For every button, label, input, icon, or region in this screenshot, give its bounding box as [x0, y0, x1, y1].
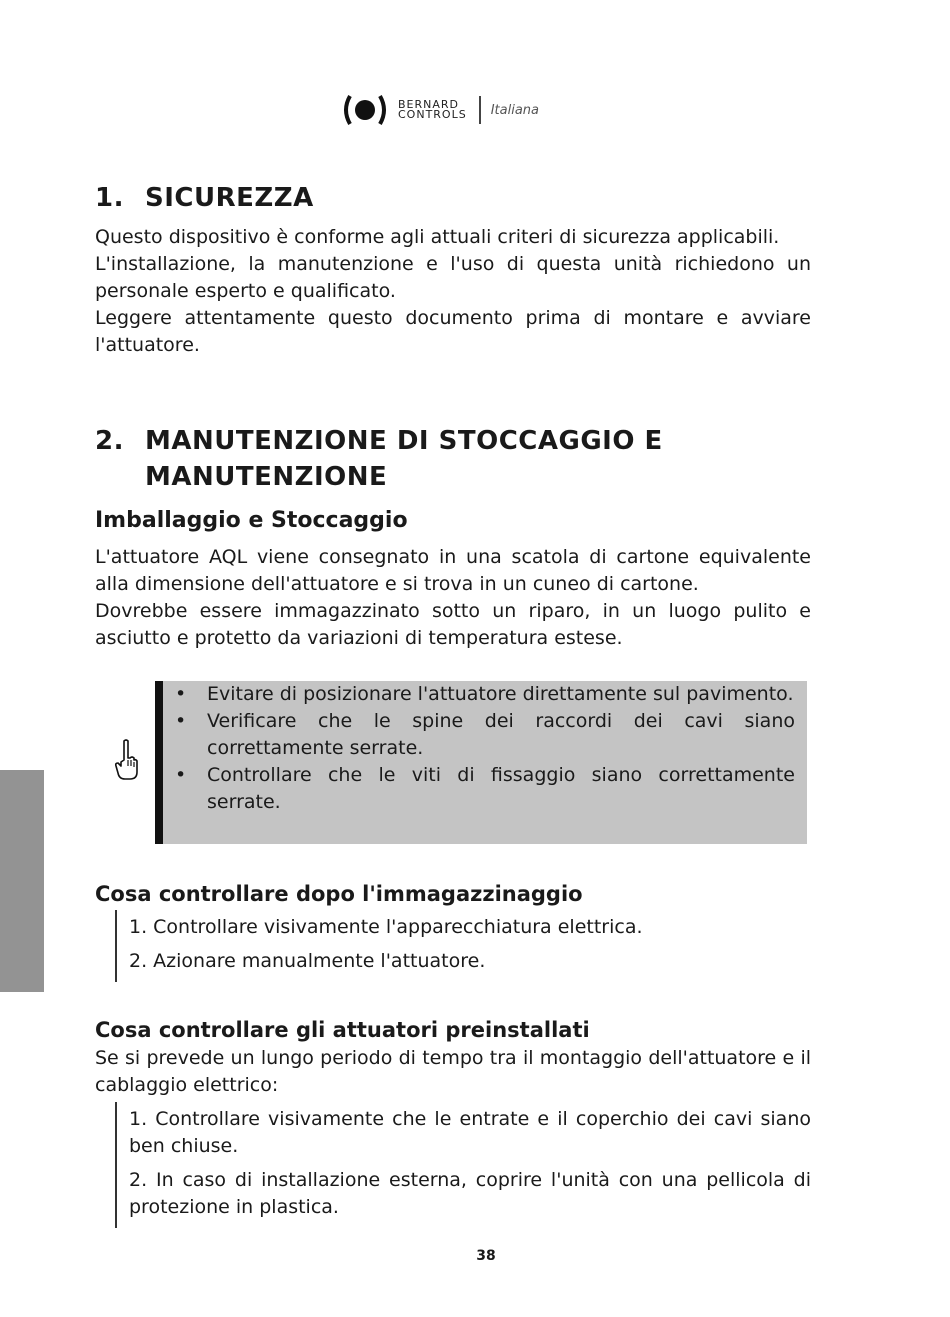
brand-line-2: CONTROLS — [398, 108, 467, 121]
note-item — [163, 762, 807, 816]
page-number: 38 — [476, 1248, 496, 1264]
subsection-packaging-body — [95, 544, 811, 652]
brand-name — [398, 100, 467, 120]
subsection-after-storage-heading: Cosa controllare dopo l'immagazzinaggio — [95, 882, 583, 906]
bullet-icon: • — [175, 683, 187, 705]
section-2-number: 2. — [95, 426, 124, 456]
bullet-icon: • — [175, 764, 187, 786]
paragraph: L'installazione, la manutenzione e l'uso di questa unità richiedono un personale esperto e qualificato. — [95, 253, 811, 302]
step-item: 1. Controllare visivamente l'apparecchiatura elettrica. — [129, 916, 643, 938]
note-item-text: Controllare che le viti di fissaggio siano correttamente serrate. — [207, 764, 795, 813]
side-tab-marker — [0, 770, 44, 992]
language-label: Italiana — [490, 102, 539, 118]
note-item-text: Evitare di posizionare l'attuatore direttamente sul pavimento. — [207, 683, 794, 705]
step-item: 2. Azionare manualmente l'attuatore. — [129, 950, 486, 972]
pointing-hand-icon — [113, 738, 139, 782]
preinstalled-intro: Se si prevede un lungo periodo di tempo tra il montaggio dell'attuatore e il cablaggio elettrico: — [95, 1047, 811, 1096]
section-1-number: 1. — [95, 183, 124, 213]
paragraph: Dovrebbe essere immagazzinato sotto un riparo, in un luogo pulito e asciutto e protetto da variazioni di temperatura estese. — [95, 600, 811, 649]
note-item — [163, 708, 807, 762]
page-header — [340, 90, 539, 130]
paragraph: Questo dispositivo è conforme agli attuali criteri di sicurezza applicabili. — [95, 226, 780, 248]
section-2-heading — [95, 423, 715, 495]
paragraph: Leggere attentamente questo documento prima di montare e avviare l'attuatore. — [95, 307, 811, 356]
preinstalled-steps — [115, 1102, 811, 1228]
header-divider — [479, 96, 481, 124]
note-list — [163, 681, 807, 816]
paragraph: L'attuatore AQL viene consegnato in una scatola di cartone equivalente alla dimensione dell'attuatore e si trova in un cuneo di cartone. — [95, 546, 811, 595]
section-1-heading — [95, 180, 314, 216]
bernard-logo-icon — [340, 90, 390, 130]
section-1-body — [95, 224, 811, 359]
note-item — [163, 681, 807, 708]
bullet-icon: • — [175, 710, 187, 732]
brand-line-1: BERNARD — [398, 98, 460, 111]
after-storage-steps — [115, 910, 811, 982]
warning-note-box — [155, 681, 807, 844]
section-1-title: SICUREZZA — [145, 183, 314, 213]
step-item: 1. Controllare visivamente che le entrate e il coperchio dei cavi siano ben chiuse. — [129, 1108, 811, 1157]
subsection-preinstalled-heading: Cosa controllare gli attuatori preinstallati — [95, 1018, 590, 1042]
subsection-packaging-heading: Imballaggio e Stoccaggio — [95, 508, 408, 533]
step-item: 2. In caso di installazione esterna, coprire l'unità con una pellicola di protezione in plastica. — [129, 1169, 811, 1218]
section-2-title: MANUTENZIONE DI STOCCAGGIO E MANUTENZIONE — [145, 426, 663, 492]
note-item-text: Verificare che le spine dei raccordi dei cavi siano correttamente serrate. — [207, 710, 795, 759]
